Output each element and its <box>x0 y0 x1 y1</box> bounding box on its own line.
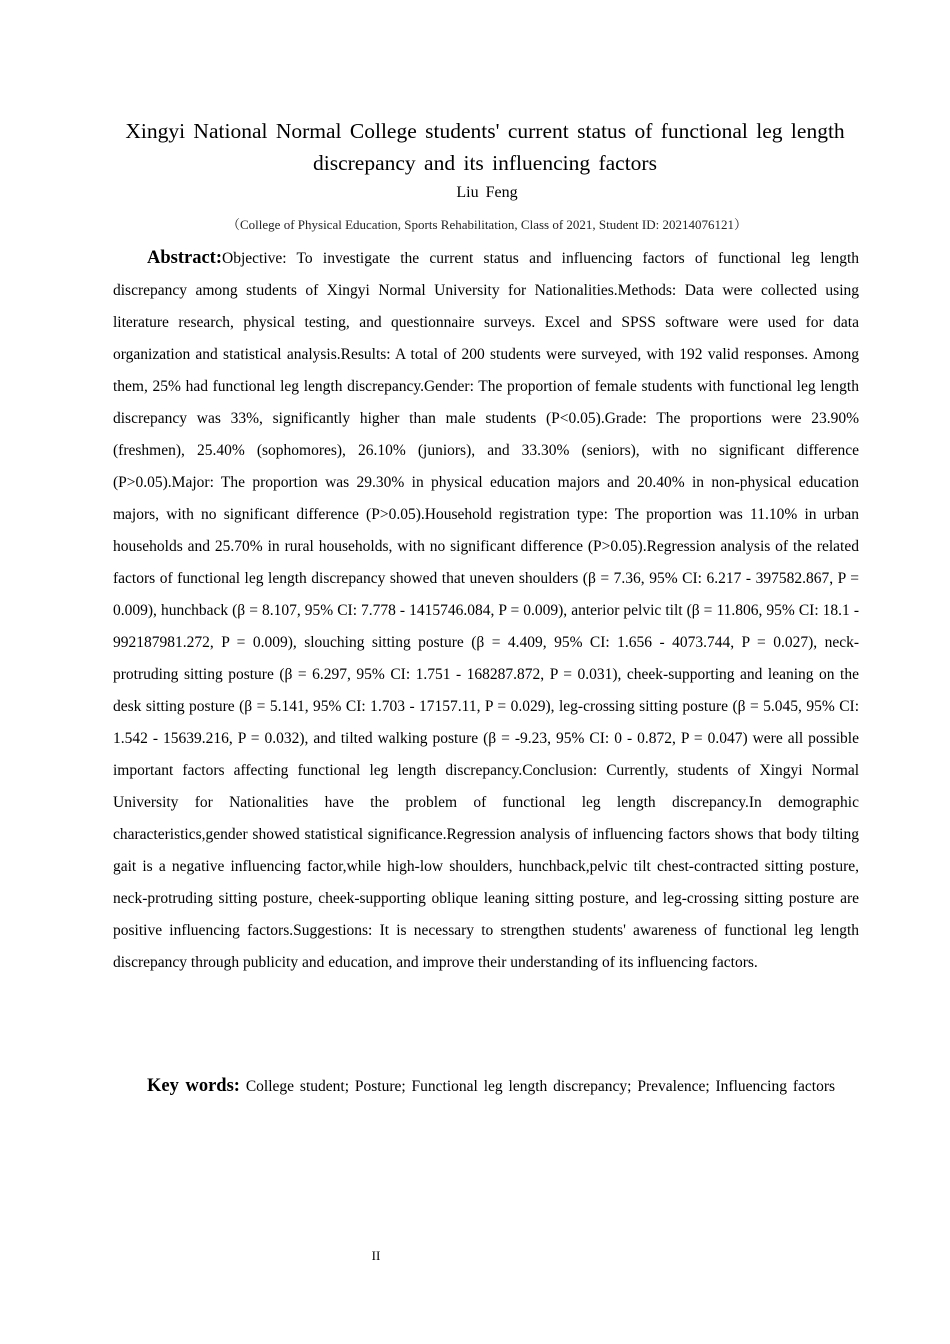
keywords-label: Key words: <box>147 1076 240 1096</box>
keywords-paragraph <box>113 1071 859 1102</box>
author-name: Liu Feng <box>456 184 518 201</box>
abstract-text: Objective: To investigate the current status and influencing factors of functional leg length discrepancy among students of Xingyi Normal University for Nationalities.Methods: Data were collected using literature research, physical testing, and questionnaire surveys. Excel and SPSS software were used for data organization and statistical analysis.Results: A total of 200 students were surveyed, with 192 valid responses. Among them, 25% had functional leg length discrepancy.Gender: The proportion of female students with functional leg length discrepancy was 33%, significantly higher than male students (P<0.05).Grade: The proportions were 23.90% (freshmen), 25.40% (sophomores), 26.10% (juniors), and 33.30% (seniors), with no significant difference (P>0.05).Major: The proportion was 29.30% in physical education majors and 20.40% in non-physical education majors, with no significant difference (P>0.05).Household registration type: The proportion was 11.10% in urban households and 25.70% in rural households, with no significant difference (P>0.05).Regression analysis of the related factors of functional leg length discrepancy showed that uneven shoulders (β = 7.36, 95% CI: 6.217 - 397582.867, P = 0.009), hunchback (β = 8.107, 95% CI: 7.778 - 1415746.084, P = 0.009), anterior pelvic tilt (β = 11.806, 95% CI: 18.1 - 992187981.272, P = 0.009), slouching sitting posture (β = 4.409, 95% CI: 1.656 - 4073.744, P = 0.027), neck-protruding sitting posture (β = 6.297, 95% CI: 1.751 - 168287.872, P = 0.031), cheek-supporting and leaning on the desk sitting posture (β = 5.141, 95% CI: 1.703 - 17157.11, P = 0.029), leg-crossing sitting posture (β = 5.045, 95% CI: 1.542 - 15639.216, P = 0.032), and tilted walking posture (β = -9.23, 95% CI: 0 - 0.872, P = 0.047) were all possible important factors affecting functional leg length discrepancy.Conclusion: Currently, students of Xingyi Normal University for Nationalities have the problem of functional leg length discrepancy.In demographic characteristics,gender showed statistical significance.Regression analysis of influencing factors shows that body tilting gait is a negative influencing factor,while high-low shoulders, hunchback,pelvic tilt chest-contracted sitting posture, neck-protruding sitting posture, cheek-supporting oblique leaning sitting posture, and leg-crossing sitting posture are positive influencing factors.Suggestions: It is necessary to strengthen students' awareness of functional leg length discrepancy through publicity and education, and improve their understanding of its influencing factors. <box>113 250 859 971</box>
page-number: II <box>371 1248 381 1263</box>
paper-title: Xingyi National Normal College students' current status of functional leg length discrepancy and its influencing factors <box>125 119 845 175</box>
abstract-paragraph <box>113 242 859 979</box>
author-affiliation: （College of Physical Education, Sports Rehabilitation, Class of 2021, Student ID: 20214076121） <box>227 217 747 232</box>
abstract-label: Abstract: <box>147 248 223 268</box>
keywords-text: College student; Posture; Functional leg length discrepancy; Prevalence; Influencing factors <box>245 1078 836 1095</box>
